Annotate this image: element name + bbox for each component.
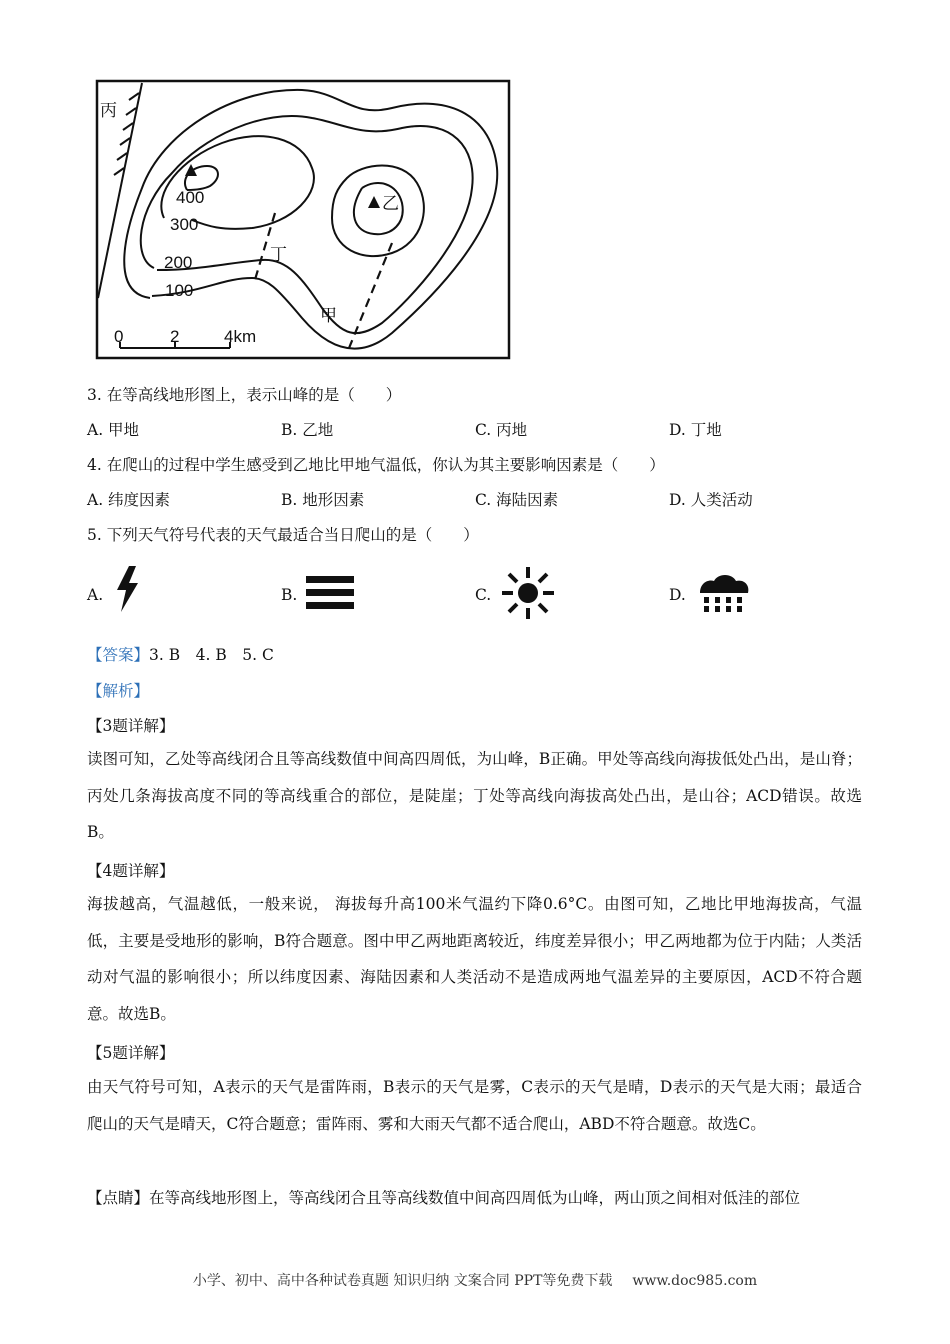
label-bing: 丙 [100, 101, 117, 120]
q5-option-c: C. [475, 586, 492, 604]
analysis-tag: 【解析】 [87, 682, 150, 700]
q5-option-a: A. [87, 586, 104, 604]
analysis-heading [87, 681, 149, 701]
q5-option-b: B. [281, 586, 298, 604]
detail-3-paragraph: 读图可知，乙处等高线闭合且等高线数值中间高四周低，为山峰，B正确。甲处等高线向海拔低处凸出，是山脊；丙处几条海拔高度不同的等高线重合的部位，是陡崖；丁处等高线向海拔高处凸出，是山谷；ACD错误。故选B。 [87, 750, 862, 841]
detail-5-paragraph: 由天气符号可知，A表示的天气是雷阵雨，B表示的天气是雾，C表示的天气是晴，D表示的天气是大雨；最适合爬山的天气是晴天，C符合题意；雷阵雨、雾和大雨天气都不适合爬山，ABD不符合题意。故选C。 [87, 1078, 862, 1133]
scale-label-4km: 4km [224, 327, 257, 346]
label-ding: 丁 [270, 245, 287, 264]
answer-line [87, 645, 274, 665]
page-footer [0, 1270, 950, 1290]
q4-option-b: B. 地形因素 [281, 491, 365, 509]
q3-option-d: D. 丁地 [669, 421, 722, 439]
q4-option-d: D. 人类活动 [669, 491, 753, 509]
contour-label-300: 300 [170, 215, 199, 234]
contour-label-100: 100 [165, 281, 194, 300]
q3-option-c: C. 丙地 [475, 421, 528, 439]
answer-text: 3. B 4. B 5. C [149, 646, 274, 664]
label-yi: 乙 [382, 194, 399, 213]
detail-3-text [87, 741, 862, 851]
pointer-line [87, 1188, 800, 1208]
q3-option-a: A. 甲地 [87, 421, 140, 439]
scale-label-2: 2 [170, 327, 180, 346]
heavy-rain-icon [696, 573, 752, 613]
lightning-icon [112, 566, 142, 612]
sun-icon [500, 565, 556, 621]
scale-label-0: 0 [114, 327, 124, 346]
q4-option-c: C. 海陆因素 [475, 491, 559, 509]
q4-option-a: A. 纬度因素 [87, 491, 171, 509]
detail-4-paragraph: 海拔越高，气温越低，一般来说， 海拔每升高100米气温约下降0.6°C。由图可知，乙地比甲地海拔高，气温低，主要是受地形的影响，B符合题意。图中甲乙两地距离较近，纬度差异很小；甲乙两地都为位于内陆；人类活动对气温的影响很小；所以纬度因素、海陆因素和人类活动不是造成两地气温差异的主要原因，ACD不符合题意。故选B。 [87, 895, 862, 1023]
q3-option-b: B. 乙地 [281, 421, 334, 439]
question-4: 4. 在爬山的过程中学生感受到乙地比甲地气温低，你认为其主要影响因素是（ ） [87, 456, 665, 474]
answer-tag: 【答案】 [87, 646, 150, 664]
question-3: 3. 在等高线地形图上，表示山峰的是（ ） [87, 386, 402, 404]
footer-text: 小学、初中、高中各种试卷真题 知识归纳 文案合同 PPT等免费下载 [192, 1273, 613, 1289]
question-5: 5. 下列天气符号代表的天气最适合当日爬山的是（ ） [87, 526, 479, 544]
detail-3-heading: 【3题详解】 [87, 717, 175, 735]
contour-map [92, 78, 512, 362]
pointer-tag: 【点睛】 [87, 1189, 150, 1207]
detail-4-heading: 【4题详解】 [87, 862, 175, 880]
contour-label-200: 200 [164, 253, 193, 272]
detail-5-text [87, 1069, 862, 1142]
label-jia: 甲 [320, 306, 337, 325]
footer-url[interactable]: www.doc985.com [632, 1273, 758, 1289]
q5-option-d: D. [669, 586, 686, 604]
contour-label-400: 400 [176, 188, 205, 207]
fog-icon [306, 576, 354, 610]
detail-5-heading: 【5题详解】 [87, 1044, 175, 1062]
detail-4-text [87, 886, 862, 1032]
pointer-text: 在等高线地形图上，等高线闭合且等高线数值中间高四周低为山峰，两山顶之间相对低洼的部位 [149, 1189, 801, 1207]
